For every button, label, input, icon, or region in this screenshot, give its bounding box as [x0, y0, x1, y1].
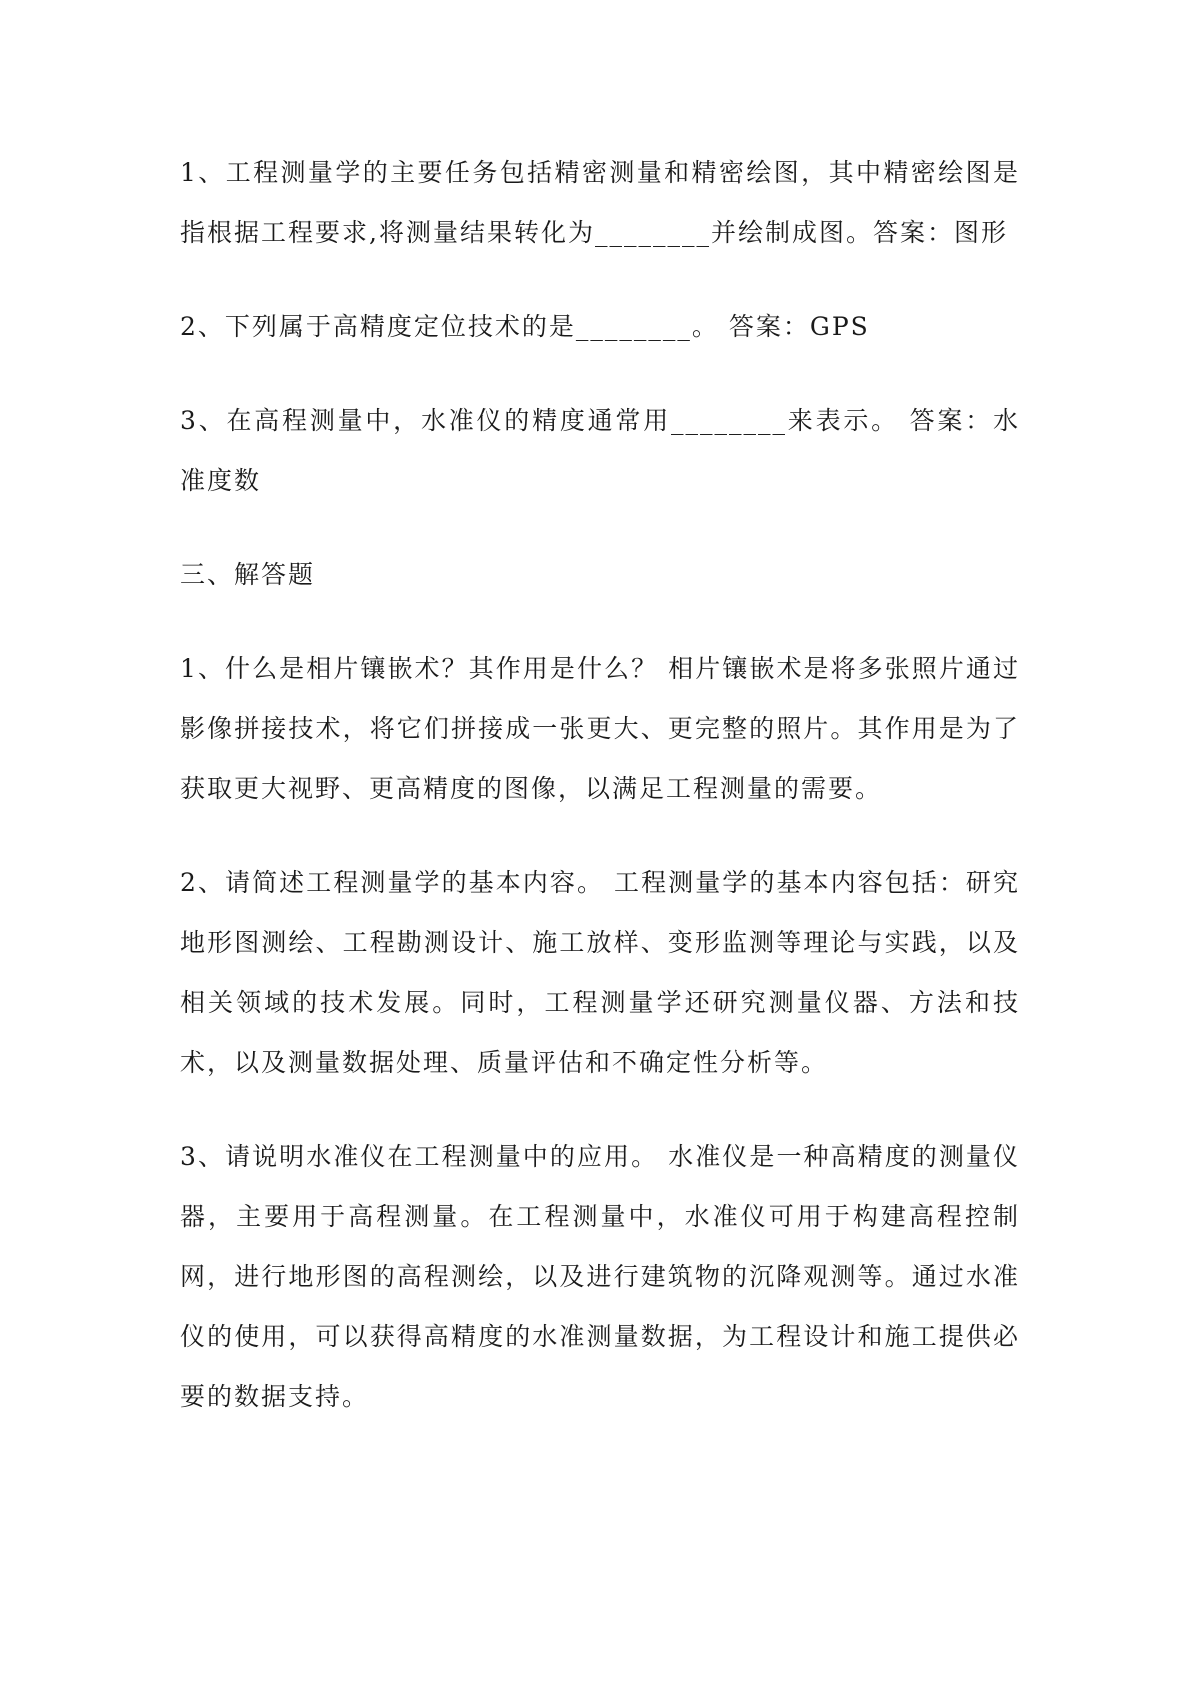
- fill-in-question-3: 3、在高程测量中，水准仪的精度通常用________来表示。 答案：水准度数: [180, 406, 1020, 495]
- document-page: [180, 143, 1020, 1461]
- section-title: 三、解答题: [180, 560, 316, 589]
- answer-question-2: 2、请简述工程测量学的基本内容。 工程测量学的基本内容包括：研究地形图测绘、工程勘测设计、施工放样、变形监测等理论与实践，以及相关领域的技术发展。同时，工程测量学还研究测量仪器、方法和技术，以及测量数据处理、质量评估和不确定性分析等。: [180, 868, 1020, 1077]
- fill-in-question-2: 2、下列属于高精度定位技术的是________。 答案：GPS: [180, 312, 870, 341]
- answer-question-1: 1、什么是相片镶嵌术？其作用是什么？ 相片镶嵌术是将多张照片通过影像拼接技术，将它们拼接成一张更大、更完整的照片。其作用是为了获取更大视野、更高精度的图像，以满足工程测量的需要。: [180, 654, 1020, 803]
- answer-question-3: 3、请说明水准仪在工程测量中的应用。 水准仪是一种高精度的测量仪器，主要用于高程测量。在工程测量中，水准仪可用于构建高程控制网，进行地形图的高程测绘，以及进行建筑物的沉降观测等。通过水准仪的使用，可以获得高精度的水准测量数据，为工程设计和施工提供必要的数据支持。: [180, 1142, 1020, 1411]
- fill-in-question-1: 1、工程测量学的主要任务包括精密测量和精密绘图，其中精密绘图是指根据工程要求,将测量结果转化为________并绘制成图。答案：图形: [180, 158, 1020, 247]
